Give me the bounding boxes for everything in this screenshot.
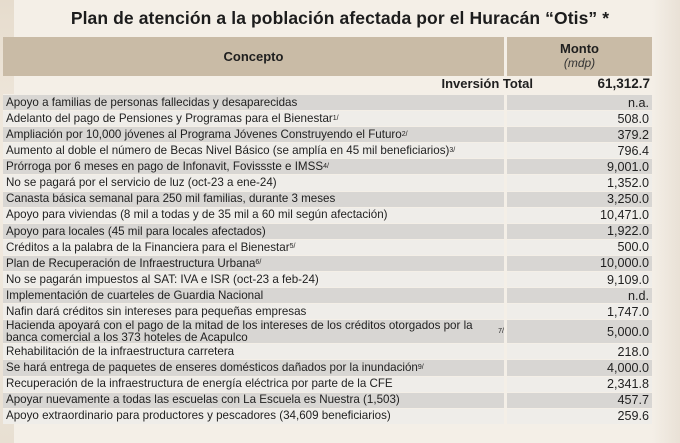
- concepto-text: Aumento al doble el número de Becas Nivel Básico (se amplía en 45 mil beneficiarios): [6, 144, 450, 158]
- monto-cell: 4,000.0: [507, 360, 652, 375]
- table-row: [3, 255, 652, 271]
- monto-cell: 259.6: [507, 409, 652, 424]
- table-row: [3, 126, 652, 142]
- concepto-text: Nafin dará créditos sin intereses para pequeñas empresas: [6, 305, 307, 319]
- monto-cell: 10,471.0: [507, 208, 652, 223]
- concepto-cell: [3, 304, 504, 319]
- table-row: [3, 408, 652, 424]
- table-header: [3, 37, 652, 76]
- concepto-text: Apoyo para locales (45 mil para locales afectados): [6, 224, 266, 238]
- header-monto-unit: (mdp): [563, 56, 596, 70]
- concepto-text: Apoyo a familias de personas fallecidas y desaparecidas: [6, 95, 298, 109]
- total-value: 61,312.7: [597, 76, 650, 91]
- concepto-text: Apoyar nuevamente a todas las escuelas con La Escuela es Nuestra (1,503): [6, 393, 400, 407]
- concepto-text: Créditos a la palabra de la Financiera para el Bienestar: [6, 240, 290, 254]
- table-row: [3, 287, 652, 303]
- table-row: [3, 303, 652, 319]
- concepto-cell: Hacienda apoyará con el pago de la mitad de los intereses de los créditos otorgados por la banca comercial a los 373 hoteles de Acapulco 7/: [3, 320, 504, 343]
- concepto-text: Se hará entrega de paquetes de enseres domésticos dañados por la inundación: [6, 361, 418, 375]
- decorative-border-right: [652, 0, 680, 443]
- total-label: Inversión Total: [441, 76, 533, 91]
- concepto-cell: [3, 224, 504, 239]
- table-row: [3, 359, 652, 375]
- header-monto: [507, 37, 652, 76]
- concepto-cell: [3, 344, 504, 359]
- concepto-cell: [3, 409, 504, 424]
- concepto-text: Apoyo para viviendas (8 mil a todas y de 35 mil a 60 mil según afectación): [6, 208, 388, 222]
- monto-cell: 3,250.0: [507, 192, 652, 207]
- monto-cell: 508.0: [507, 111, 652, 126]
- monto-cell: 500.0: [507, 240, 652, 255]
- table-row: [3, 94, 652, 110]
- table-row: [3, 158, 652, 174]
- concepto-cell: Ampliación por 10,000 jóvenes al Programa Jóvenes Construyendo el Futuro 2/: [3, 127, 504, 142]
- concepto-text: Apoyo extraordinario para productores y pescadores (34,609 beneficiarios): [6, 409, 391, 423]
- investment-table: [3, 37, 652, 424]
- monto-cell: 5,000.0: [507, 320, 652, 343]
- monto-cell: 1,352.0: [507, 175, 652, 190]
- table-row: [3, 223, 652, 239]
- monto-cell: 1,922.0: [507, 224, 652, 239]
- concepto-cell: Prórroga por 6 meses en pago de Infonavit, Fovissste e IMSS 4/: [3, 159, 504, 174]
- concepto-cell: [3, 288, 504, 303]
- concepto-text: Prórroga por 6 meses en pago de Infonavit, Fovissste e IMSS: [6, 160, 324, 174]
- table-row: [3, 392, 652, 408]
- concepto-cell: Créditos a la palabra de la Financiera para el Bienestar 5/: [3, 240, 504, 255]
- concepto-text: Adelanto del pago de Pensiones y Programas para el Bienestar: [6, 111, 333, 125]
- concepto-cell: [3, 393, 504, 408]
- monto-cell: 9,001.0: [507, 159, 652, 174]
- monto-cell: 9,109.0: [507, 272, 652, 287]
- monto-cell: n.d.: [507, 288, 652, 303]
- table-row: [3, 343, 652, 359]
- concepto-cell: [3, 175, 504, 190]
- concepto-cell: [3, 377, 504, 392]
- concepto-text: Implementación de cuarteles de Guardia Nacional: [6, 288, 264, 302]
- table-row: [3, 319, 652, 343]
- header-monto-label: Monto: [560, 41, 599, 56]
- concepto-cell: [3, 192, 504, 207]
- monto-cell: 10,000.0: [507, 256, 652, 271]
- concepto-cell: Se hará entrega de paquetes de enseres domésticos dañados por la inundación 9/: [3, 360, 504, 375]
- concepto-cell: Plan de Recuperación de Infraestructura Urbana 6/: [3, 256, 504, 271]
- table-row: [3, 174, 652, 190]
- total-row: [3, 77, 652, 91]
- monto-cell: 796.4: [507, 143, 652, 158]
- page-title: Plan de atención a la población afectada por el Huracán “Otis” *: [70, 8, 610, 28]
- concepto-text: Ampliación por 10,000 jóvenes al Programa Jóvenes Construyendo el Futuro: [6, 127, 402, 141]
- concepto-text: Canasta básica semanal para 250 mil familias, durante 3 meses: [6, 192, 336, 206]
- table-body: [3, 94, 652, 424]
- concepto-text: No se pagarán impuestos al SAT: IVA e ISR (oct-23 a feb-24): [6, 272, 319, 286]
- monto-cell: 218.0: [507, 344, 652, 359]
- table-row: [3, 207, 652, 223]
- table-row: [3, 142, 652, 158]
- concepto-text: Hacienda apoyará con el pago de la mitad de los intereses de los créditos otorgados por la banca comercial a los 373 hoteles de Acapulco: [6, 319, 473, 344]
- concepto-cell: Aumento al doble el número de Becas Nivel Básico (se amplía en 45 mil beneficiarios) 3/: [3, 143, 504, 158]
- table-row: [3, 110, 652, 126]
- header-concepto: Concepto: [3, 37, 504, 76]
- concepto-text: Rehabilitación de la infraestructura carretera: [6, 345, 235, 359]
- monto-cell: 379.2: [507, 127, 652, 142]
- monto-cell: 2,341.8: [507, 377, 652, 392]
- concepto-text: Recuperación de la infraestructura de energía eléctrica por parte de la CFE: [6, 377, 393, 391]
- concepto-cell: [3, 95, 504, 110]
- concepto-text: No se pagará por el servicio de luz (oct-23 a ene-24): [6, 176, 277, 190]
- concepto-cell: Adelanto del pago de Pensiones y Programas para el Bienestar 1/: [3, 111, 504, 126]
- table-row: [3, 271, 652, 287]
- monto-cell: 457.7: [507, 393, 652, 408]
- concepto-cell: [3, 208, 504, 223]
- table-row: [3, 191, 652, 207]
- monto-cell: n.a.: [507, 95, 652, 110]
- monto-cell: 1,747.0: [507, 304, 652, 319]
- concepto-text: Plan de Recuperación de Infraestructura Urbana: [6, 256, 256, 270]
- concepto-cell: [3, 272, 504, 287]
- table-row: [3, 239, 652, 255]
- table-row: [3, 376, 652, 392]
